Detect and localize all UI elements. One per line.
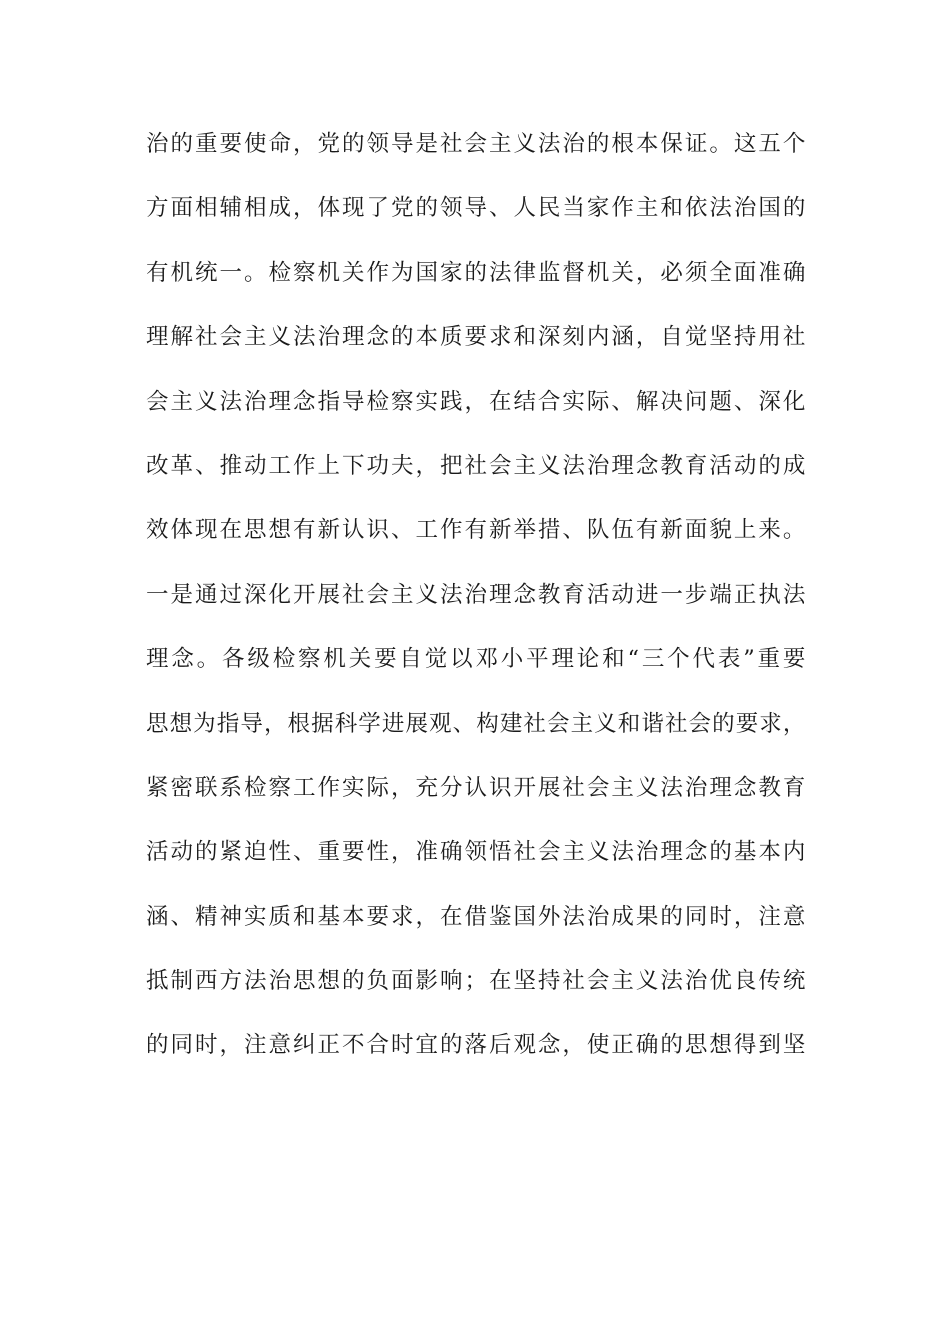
text-line: 一是通过深化开展社会主义法治理念教育活动进一步端正执法: [146, 581, 806, 608]
text-line: 有机统一。检察机关作为国家的法律监督机关，必须全面准确: [146, 259, 806, 286]
text-line: 方面相辅相成，体现了党的领导、人民当家作主和依法治国的: [146, 195, 806, 222]
text-line: 理解社会主义法治理念的本质要求和深刻内涵，自觉坚持用社: [146, 324, 806, 351]
text-line: 的同时，注意纠正不合时宜的落后观念，使正确的思想得到坚: [146, 1032, 806, 1059]
text-line: 紧密联系检察工作实际，充分认识开展社会主义法治理念教育: [146, 774, 806, 801]
text-line: 涵、精神实质和基本要求，在借鉴国外法治成果的同时，注意: [146, 903, 806, 930]
text-line: 理念。各级检察机关要自觉以邓小平理论和“三个代表”重要: [146, 646, 806, 673]
text-line: 治的重要使命，党的领导是社会主义法治的根本保证。这五个: [146, 131, 806, 157]
text-line: 抵制西方法治思想的负面影响；在坚持社会主义法治优良传统: [146, 968, 806, 995]
text-line: 思想为指导，根据科学进展观、构建社会主义和谐社会的要求，: [146, 710, 806, 737]
body-text: [146, 130, 806, 1096]
text-line: 活动的紧迫性、重要性，准确领悟社会主义法治理念的基本内: [146, 839, 806, 866]
text-line: 会主义法治理念指导检察实践，在结合实际、解决问题、深化: [146, 388, 806, 415]
text-line: 效体现在思想有新认识、工作有新举措、队伍有新面貌上来。: [146, 517, 806, 544]
text-line: 改革、推动工作上下功夫，把社会主义法治理念教育活动的成: [146, 452, 806, 479]
